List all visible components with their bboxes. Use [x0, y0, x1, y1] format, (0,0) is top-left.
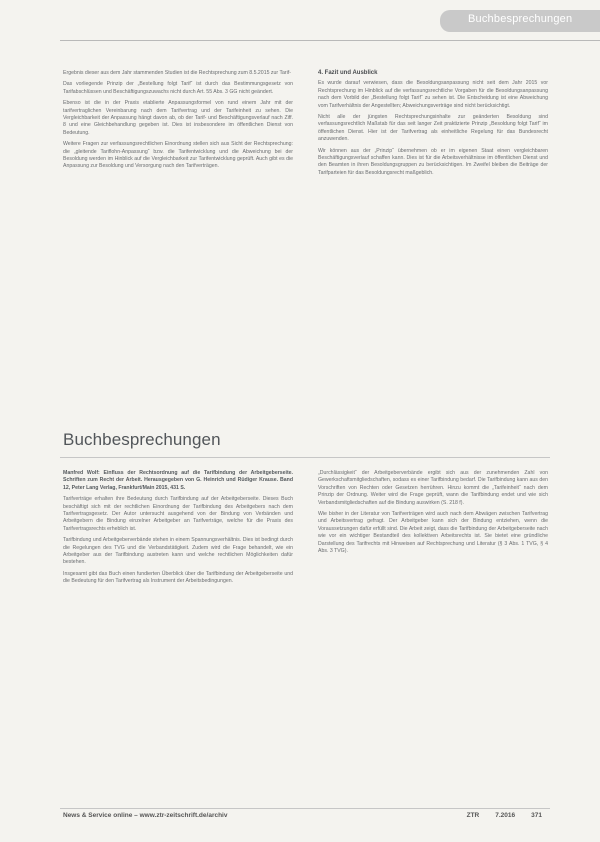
running-header-label: Buchbesprechungen [468, 13, 573, 25]
footer-link-text: News & Service online – www.ztr-zeitschrift.de/archiv [63, 812, 228, 819]
footer-rule [60, 808, 550, 809]
right-column-bottom [318, 470, 548, 559]
right-column-top [318, 70, 548, 181]
left-column-bottom [63, 470, 293, 590]
paragraph: „Durchlässigkeit“ der Arbeitgeberverbände ergibt sich aus der zunehmenden Zahl von Gewerkschaftsmitgliedschaften, sodass es einer Tarifbindung bedarf. Die Tarifbindung kann aus den Vorschriften von Rechten oder Gesetzen herrühren. Hinzu kommt die „Tarifeinheit“ nach dem Prinzip der Ordnung. Weiter wird die Frage geprüft, wann die Tarifbindung endet und wie sich Verbandsmitgliedschaften auf die Bindung auswirken (S. 218 f). [318, 470, 548, 506]
section-heading: 4. Fazit und Ausblick [318, 70, 378, 76]
header-rule [60, 40, 600, 41]
paragraph: Tarifverträge erhalten ihre Bedeutung durch Tarifbindung auf der Arbeitgeberseite. Dieses Buch beschäftigt sich mit der rechtlichen Einordnung der Tarifbindung des Arbeitgebers nach dem Tarifvertragsgesetz. Der Autor untersucht ausgehend von der Bindung von Verbänden und Arbeitgebern die Bindung einzelner Arbeitgeber an Tarifverträge, welche für die Praxis des Tarifvertragsrechts erheblich ist. [63, 496, 293, 532]
paragraph: Es wurde darauf verwiesen, dass die Besoldungsanpassung nicht seit dem Jahr 2015 vor Rechtsprechung im Hinblick auf die verfassungsrechtliche Vorgaben für die Besoldungsanpassung nach dem Vorbild der „Bestellung folgt Tarif“ zu sehen ist. Die Entscheidung ist eine Abweichung vom Tarifverhältnis der Angestellten; Abweichungsverträge sind nicht berücksichtigt. [318, 80, 548, 109]
left-column-top [63, 70, 293, 175]
bibliographic-entry: Manfred Wolf: Einfluss der Rechtsordnung auf die Tarifbindung der Arbeitgeberseite. Schriften zum Recht der Arbeit. Herausgegeben von G. Heinrich und Rüdiger Krause. Band 12, Peter Lang Verlag, Frankfurt/Main 2015, 431 S. [63, 470, 293, 491]
running-header-tab [440, 10, 600, 32]
journal-name: ZTR [466, 812, 480, 819]
book-reviews-heading: Buchbesprechungen [63, 430, 221, 449]
paragraph: Nicht alle der jüngsten Rechtsprechungsinhalte zur geänderten Besoldung sind verfassungsrechtlich Maßstab für das seit langer Zeit praktizierte Prinzip „Besoldung folgt Tarif“ im öffentlichen Dienst. Hier ist der Tarifvertrag als einheitliche Regelung für das Bundesrecht anzuwenden. [318, 114, 548, 143]
page-number: 371 [531, 812, 542, 819]
paragraph: Tarifbindung und Arbeitgeberverbände stehen in einem Spannungsverhältnis. Dies ist bedingt durch die Regelungen des TVG und die Verbandstätigkeit. Zudem wird die Frage behandelt, wie ein Arbeitgeber aus der Tarifbindung austreten kann und welche rechtlichen Möglichkeiten dafür bestehen. [63, 537, 293, 566]
issue-number: 7.2016 [495, 812, 516, 819]
paragraph: Insgesamt gibt das Buch einen fundierten Überblick über die Tarifbindung der Arbeitgeberseite und die Bedeutung für den Tarifvertrag als Instrument der Arbeitsbedingungen. [63, 570, 293, 585]
paragraph: Weitere Fragen zur verfassungsrechtlichen Einordnung stellen sich aus Sicht der Rechtsprechung: die „gleitende Tariflohn-Anpassung“ bzw. die Tarifentwicklung und die Abweichung bei der Besoldung werden im Hinblick auf die Vergleichbarkeit zur Tarifentwicklung geprüft. Auch gibt es die Anpassung zur Besoldung und Versorgung nach den Tarifverträgen. [63, 141, 293, 170]
footer-journal-info [451, 812, 542, 819]
paragraph: Wir können aus der „Prinzip“ übernehmen ob er im eigenen Staat einen vergleichbaren Beschäftigungsverlauf schaffen kann. Dies ist für die Arbeitsverhältnisse im öffentlichen Dienst und den Beamten in ihren Besoldungsgruppen zu berücksichtigen. Im Zweifel bleiben die Beiträge der Tarifparteien für das Besoldungsrecht maßgeblich. [318, 147, 548, 176]
paragraph: Wie bisher in der Literatur von Tarifverträgen wird auch nach dem Abwägen zwischen Tarifvertrag und Arbeitsvertrag gefragt. Der Arbeitgeber kann sich der Bindung entziehen, wenn die Voraussetzungen dafür erfüllt sind. Die Arbeit zeigt, dass die Tarifbindung der Arbeitgeberseite nach wie vor ein wichtiger Bestandteil des kollektiven Arbeitsrechts ist. Sie bietet eine gründliche Darstellung des Tarifrechts mit Hinweisen auf Rechtsprechung und Literatur (§ 3 Abs. 1 TVG, § 4 Abs. 3 TVG). [318, 511, 548, 555]
paragraph: Ergebnis dieser aus dem Jahr stammenden Studien ist die Rechtsprechung zum 8.5.2015 zur Tarif- [63, 70, 291, 76]
section-rule [60, 457, 550, 458]
paragraph: Das vorliegende Prinzip der „Bestellung folgt Tarif“ ist durch das Bestimmungsgesetz von Tarifabschlüssen und Beschäftigungszuwachs nicht durch Art. 55 Abs. 3 GG nicht geändert. [63, 81, 293, 95]
paragraph: Ebenso ist die in der Praxis etablierte Anpassungsformel von rund einem Jahr mit der tarifvertraglichen Vereinbarung nach dem Tarifvertrag und der Tarifeinheit zu sehen. Die Vergleichbarkeit der Anpassung hängt davon ab, ob der Tarif- und Beschäftigungsverlauf nach Ziff. 8 und eine Gleichbehandlung gegeben ist. Dies ist insbesondere im öffentlichen Dienst von Bedeutung. [63, 100, 293, 136]
